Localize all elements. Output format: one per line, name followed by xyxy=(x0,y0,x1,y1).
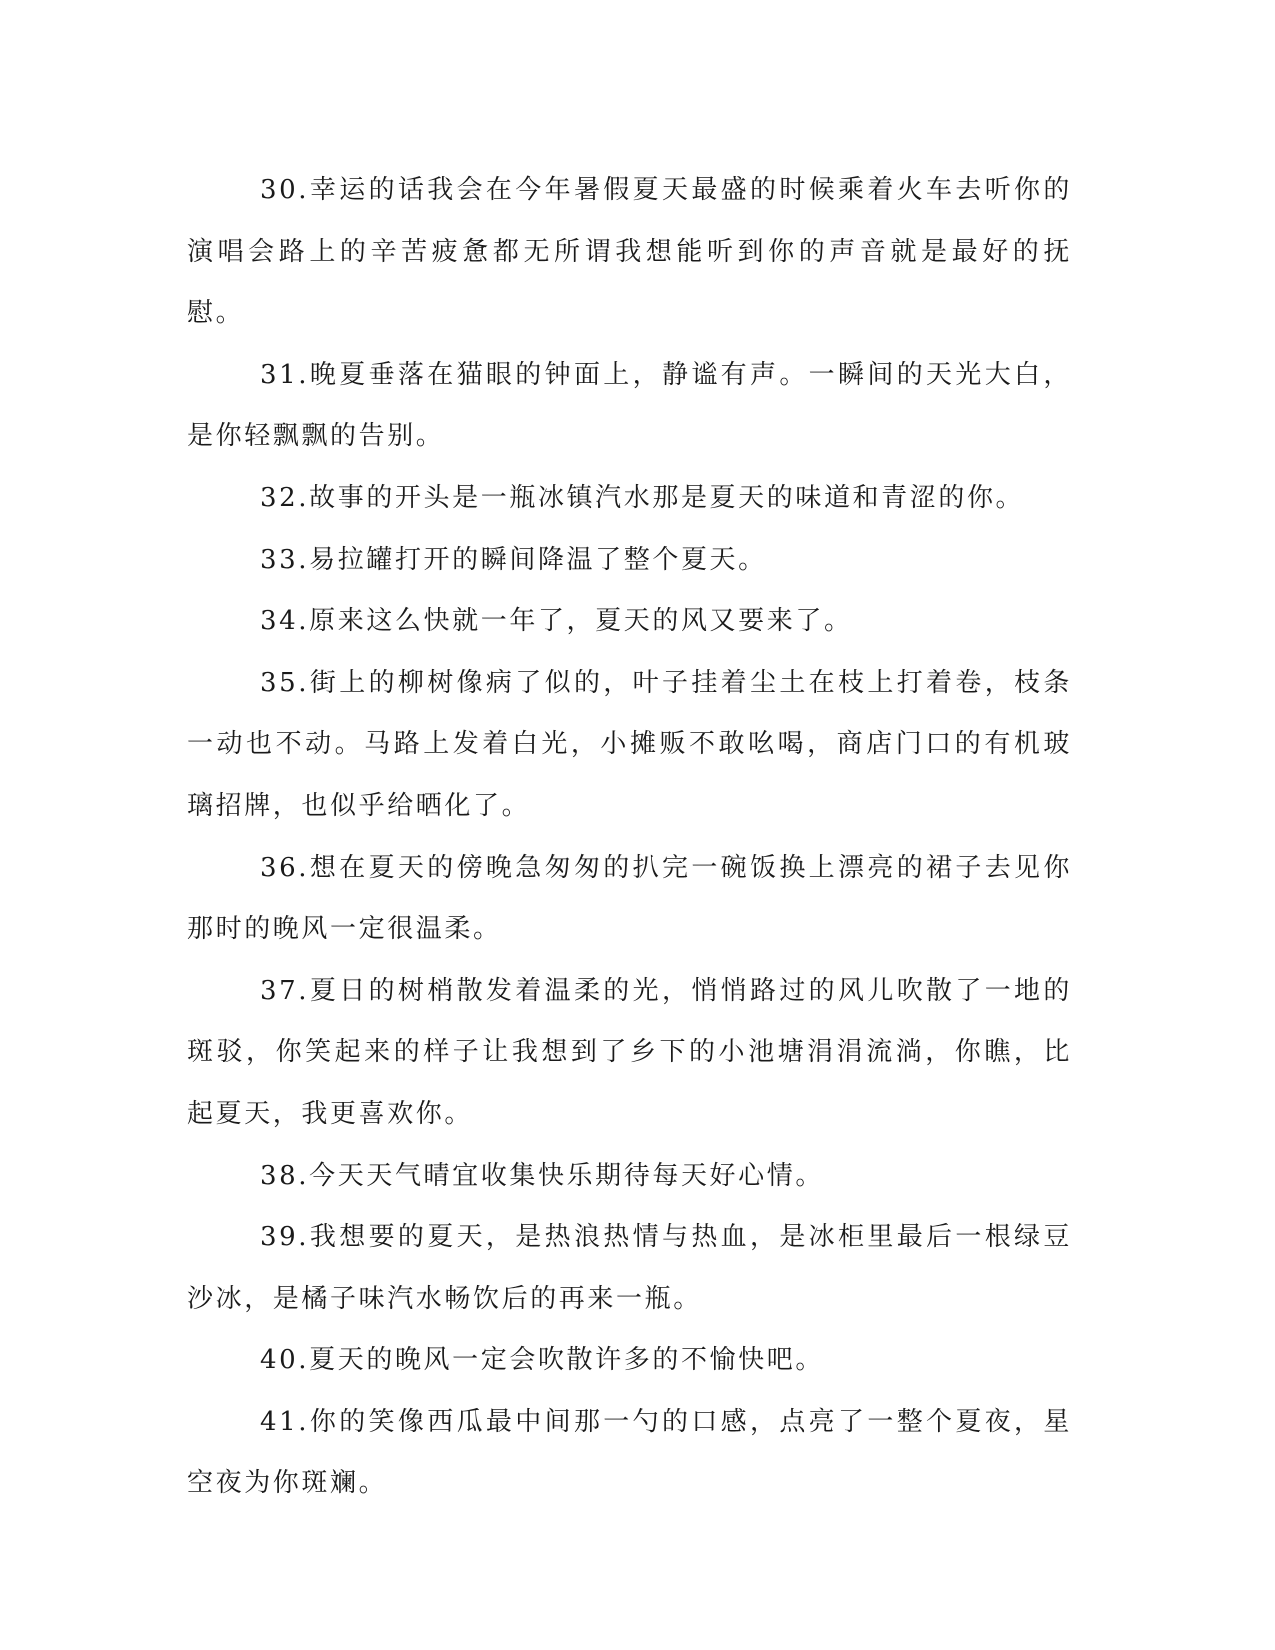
paragraph-36: 36.想在夏天的傍晚急匆匆的扒完一碗饭换上漂亮的裙子去见你那时的晚风一定很温柔。 xyxy=(187,852,1072,945)
paragraph-37: 37.夏日的树梢散发着温柔的光，悄悄路过的风儿吹散了一地的斑驳，你笑起来的样子让我想到了乡下的小池塘涓涓流淌，你瞧，比起夏天，我更喜欢你。 xyxy=(187,975,1072,1129)
paragraph-33: 33.易拉罐打开的瞬间降温了整个夏天。 xyxy=(260,544,767,575)
paragraph-30: 30.幸运的话我会在今年暑假夏天最盛的时候乘着火车去听你的演唱会路上的辛苦疲惫都无所谓我想能听到你的声音就是最好的抚慰。 xyxy=(187,175,1072,329)
paragraph-34: 34.原来这么快就一年了，夏天的风又要来了。 xyxy=(260,606,853,637)
paragraph-39: 39.我想要的夏天，是热浪热情与热血，是冰柜里最后一根绿豆沙冰，是橘子味汽水畅饮后的再来一瓶。 xyxy=(187,1222,1072,1314)
paragraph-41: 41.你的笑像西瓜最中间那一勺的口感，点亮了一整个夏夜，星空夜为你斑斓。 xyxy=(187,1406,1072,1499)
document-body xyxy=(187,160,1072,1515)
paragraph-31: 31.晚夏垂落在猫眼的钟面上，静谧有声。一瞬间的天光大白，是你轻飘飘的告别。 xyxy=(187,359,1072,452)
paragraph-38: 38.今天天气晴宜收集快乐期待每天好心情。 xyxy=(260,1160,824,1191)
paragraph-35: 35.街上的柳树像病了似的，叶子挂着尘土在枝上打着卷，枝条一动也不动。马路上发着白光，小摊贩不敢吆喝，商店门口的有机玻璃招牌，也似乎给晒化了。 xyxy=(187,667,1072,821)
paragraph-32: 32.故事的开头是一瓶冰镇汽水那是夏天的味道和青涩的你。 xyxy=(260,482,1025,513)
paragraph-40: 40.夏天的晚风一定会吹散许多的不愉快吧。 xyxy=(260,1345,824,1376)
